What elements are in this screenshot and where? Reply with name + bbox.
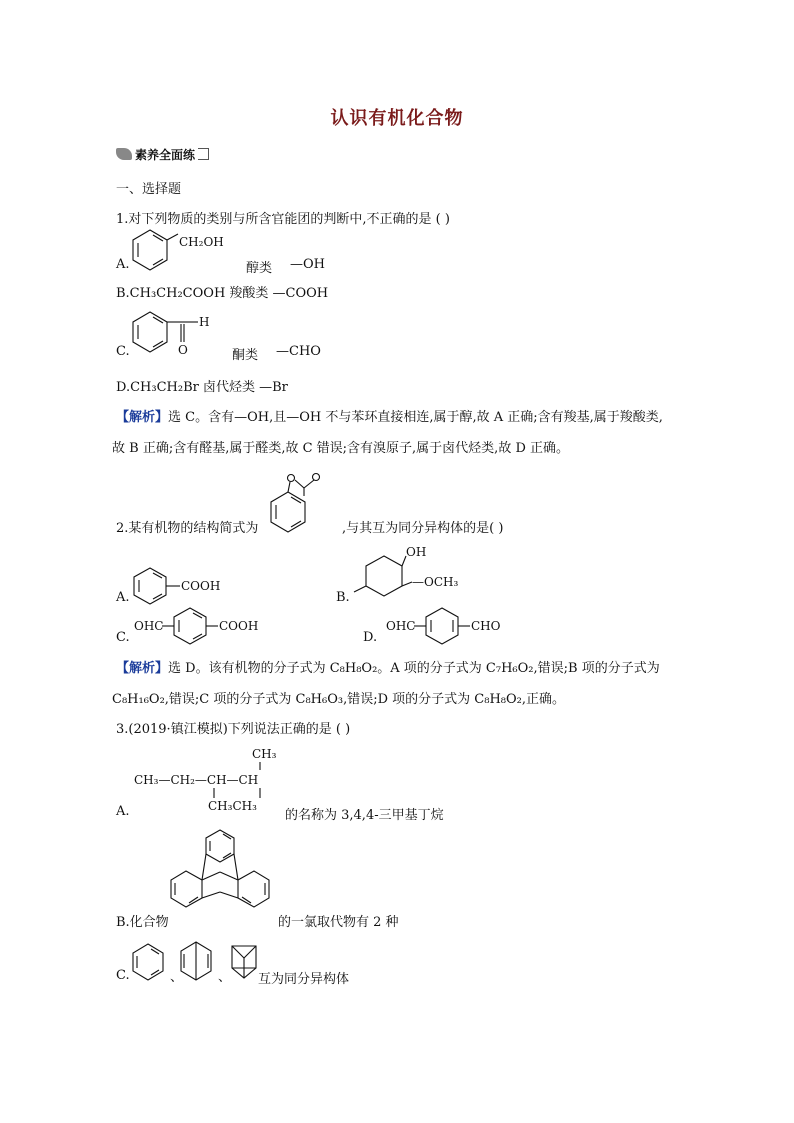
q3-c-text: 互为同分异构体 <box>258 972 350 987</box>
q2-phenyl-acetate-structure <box>268 470 348 536</box>
q3-c-dewar-benzene <box>180 940 216 984</box>
q2-b-cyclohexane-structure <box>350 544 480 606</box>
q2-stem-part2: ,与其互为同分异构体的是( ) <box>342 521 504 536</box>
badge-tail-icon <box>198 148 209 160</box>
q1-a-class: 醇类 <box>246 261 273 276</box>
q3-b-triptycene-structure <box>168 826 274 922</box>
section-badge <box>116 146 209 162</box>
pencil-icon <box>116 148 132 160</box>
q2-stem-part1: 2.某有机物的结构简式为 <box>116 521 259 536</box>
q1-option-c-label: C. <box>116 344 130 359</box>
page-title: 认识有机化合物 <box>330 108 464 129</box>
q3-a-structure <box>134 744 284 816</box>
q2-answer-line2: C₈H₁₆O₂,错误;C 项的分子式为 C₈H₆O₃,错误;D 项的分子式为 C₈H₈O₂,正确。 <box>112 692 565 707</box>
q1-c-group: —CHO <box>276 344 321 359</box>
q3-a-chain: CH₃—CH₂—CH—CH <box>134 773 259 787</box>
q2-b-och3: —OCH₃ <box>412 575 459 589</box>
q2-answer-tag: 【解析】 <box>116 661 169 676</box>
q3-option-a-label: A. <box>116 804 130 819</box>
q1-a-group: —OH <box>290 257 325 272</box>
q3-a-text: 的名称为 3,4,4-三甲基丁烷 <box>285 808 444 823</box>
q3-option-c-label: C. <box>116 968 130 983</box>
q2-b-oh: OH <box>406 545 427 559</box>
q2-a-cooh: COOH <box>181 579 221 593</box>
q1-answer-line1 <box>116 406 663 425</box>
q3-b-text: 的一氯取代物有 2 种 <box>278 915 399 930</box>
q1-c-o: O <box>178 343 188 357</box>
q1-option-a-label: A. <box>116 257 130 272</box>
q1-option-d: D.CH₃CH₂Br 卤代烃类 —Br <box>116 380 288 395</box>
q2-d-right: CHO <box>471 619 501 633</box>
q3-c-separator2: 、 <box>218 970 232 985</box>
q2-d-structure <box>386 604 526 646</box>
q2-answer-text1: 选 D。该有机物的分子式为 C₈H₈O₂。A 项的分子式为 C₇H₆O₂,错误;B 项的分子式为 <box>168 661 660 676</box>
q3-a-ch3-top: CH₃ <box>252 747 277 761</box>
q1-answer-text1: 选 C。含有—OH,且—OH 不与苯环直接相连,属于醇,故 A 正确;含有羧基,属于羧酸类, <box>168 410 663 425</box>
q1-a-benzene-structure <box>130 226 240 276</box>
q2-option-a-label: A. <box>116 590 130 605</box>
q1-answer-tag: 【解析】 <box>116 410 169 425</box>
q1-c-benzaldehyde-structure <box>130 306 230 362</box>
badge-label: 素养全面练 <box>135 147 196 162</box>
q1-answer-line2: 故 B 正确;含有醛基,属于醛类,故 C 错误;含有溴原子,属于卤代烃类,故 D 正确。 <box>112 441 570 456</box>
q2-option-b-label: B. <box>336 590 350 605</box>
q1-c-class: 酮类 <box>232 348 259 363</box>
q2-c-structure <box>134 604 284 646</box>
q2-option-d-label: D. <box>363 630 378 645</box>
q2-c-left: OHC <box>134 619 164 633</box>
q3-option-b-label: B.化合物 <box>116 915 169 930</box>
q3-a-ch3-bottom: CH₃CH₃ <box>208 799 257 813</box>
q3-stem: 3.(2019·镇江模拟)下列说法正确的是 ( ) <box>116 722 351 737</box>
q2-d-left: OHC <box>386 619 416 633</box>
q1-c-h: H <box>199 315 210 329</box>
q1-option-b: B.CH₃CH₂COOH 羧酸类 —COOH <box>116 286 329 301</box>
section-heading: 一、选择题 <box>116 182 182 197</box>
q3-c-benzene <box>132 942 168 982</box>
q2-option-c-label: C. <box>116 630 130 645</box>
q3-c-separator1: 、 <box>170 970 184 985</box>
q2-c-right: COOH <box>219 619 259 633</box>
q1-stem: 1.对下列物质的类别与所含官能团的判断中,不正确的是 ( ) <box>116 212 450 227</box>
q2-answer-line1 <box>116 657 660 676</box>
q2-a-benzoic-acid-structure <box>132 566 242 606</box>
q1-a-ch2oh: CH₂OH <box>179 235 224 249</box>
